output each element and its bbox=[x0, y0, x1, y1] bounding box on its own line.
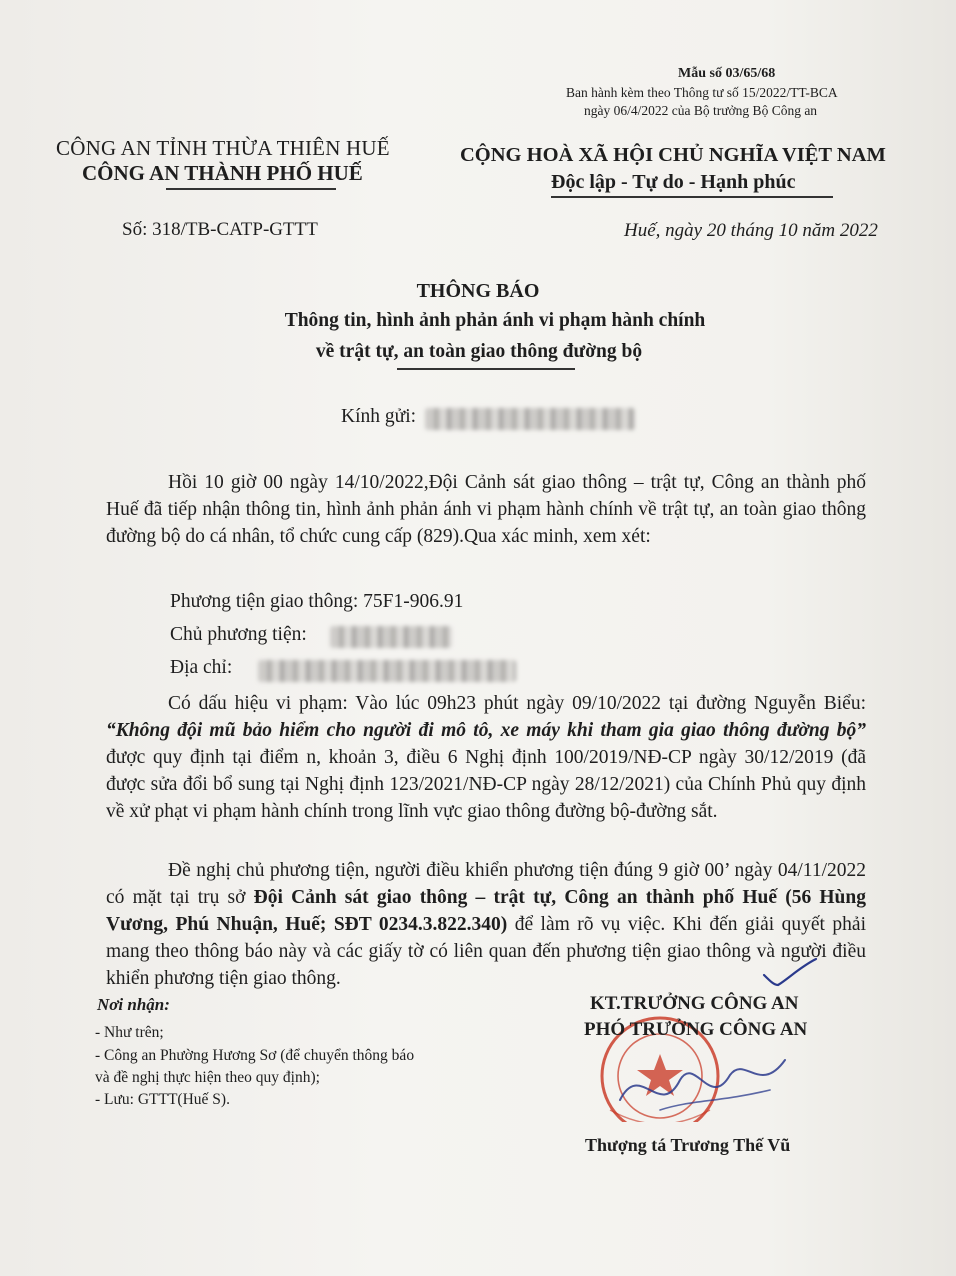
request-paragraph bbox=[106, 857, 866, 992]
document-subtitle-2: về trật tự, an toàn giao thông đường bộ bbox=[315, 341, 643, 362]
request-intro: Đề nghị chủ phương tiện, người điều khiển phương tiện đúng 9 giờ 00’ ngày 04/11/2022 có mặt tại trụ sở bbox=[106, 860, 866, 908]
violation-description: “Không đội mũ bảo hiểm cho người đi mô tô, xe máy khi tham gia giao thông đường bộ” bbox=[106, 720, 866, 741]
agency-parent: CÔNG AN TỈNH THỪA THIÊN HUẾ bbox=[56, 136, 390, 160]
subtitle-underline bbox=[397, 368, 575, 370]
national-title: CỘNG HOÀ XÃ HỘI CHỦ NGHĨA VIỆT NAM bbox=[460, 144, 886, 166]
national-motto: Độc lập - Tự do - Hạnh phúc bbox=[551, 171, 796, 193]
signer-name: Thượng tá Trương Thế Vũ bbox=[585, 1135, 791, 1155]
place-date: Huế, ngày 20 tháng 10 năm 2022 bbox=[624, 220, 878, 241]
agency-underline bbox=[166, 188, 336, 190]
document-number: Số: 318/TB-CATP-GTTT bbox=[122, 219, 318, 240]
request-office: Đội Cảnh sát giao thông – trật tự, Công an thành phố Huế (56 Hùng Vương, Phú Nhuận, Huế; SĐT 0234.3.822.340) bbox=[106, 887, 866, 935]
motto-underline bbox=[551, 196, 833, 198]
owner-label: Chủ phương tiện: bbox=[170, 624, 307, 645]
signer-title-1: KT.TRƯỞNG CÔNG AN bbox=[590, 993, 799, 1014]
handwritten-signature bbox=[600, 1040, 800, 1130]
signature-check-mark bbox=[760, 955, 820, 989]
form-issued-line-1: Ban hành kèm theo Thông tư số 15/2022/TT-BCA bbox=[566, 85, 838, 100]
form-issued-line-2: ngày 06/4/2022 của Bộ trưởng Bộ Công an bbox=[584, 103, 818, 118]
request-instructions: để làm rõ vụ việc. Khi đến giải quyết phải mang theo thông báo này và các giấy tờ có liên quan đến phương tiện giao thông và người điều khiển phương tiện giao thông. bbox=[106, 914, 866, 989]
recipients-heading: Nơi nhận: bbox=[97, 995, 170, 1014]
form-number: Mẫu số 03/65/68 bbox=[678, 66, 776, 81]
document-subtitle-1: Thông tin, hình ảnh phản ánh vi phạm hành chính bbox=[284, 310, 706, 331]
redacted-addressee bbox=[425, 408, 635, 430]
violation-paragraph bbox=[106, 690, 866, 825]
vehicle-line: Phương tiện giao thông: 75F1-906.91 bbox=[170, 591, 464, 612]
document-title: THÔNG BÁO bbox=[416, 280, 540, 302]
agency-name: CÔNG AN THÀNH PHỐ HUẾ bbox=[82, 161, 363, 185]
recipient-item: - Lưu: GTTT(Huế S). bbox=[95, 1091, 230, 1108]
violation-intro: Có dấu hiệu vi phạm: Vào lúc 09h23 phút ngày 09/10/2022 tại đường Nguyễn Biểu: bbox=[168, 693, 866, 714]
violation-legal-basis: được quy định tại điểm n, khoản 3, điều 6 Nghị định 100/2019/NĐ-CP ngày 30/12/2019 (đã được sửa đổi bổ sung tại Nghị định 123/2021/NĐ-CP ngày 28/12/2021) của Chính Phủ quy định về xử phạt vi phạm hành chính trong lĩnh vực giao thông đường bộ-đường sắt. bbox=[106, 747, 866, 822]
recipient-item: - Công an Phường Hương Sơ (để chuyển thông báo bbox=[95, 1047, 415, 1064]
intro-paragraph: Hồi 10 giờ 00 ngày 14/10/2022,Đội Cảnh sát giao thông – trật tự, Công an thành phố Huế đã tiếp nhận thông tin, hình ảnh phản ánh vi phạm hành chính về trật tự, an toàn giao thông đường bộ do cá nhân, tổ chức cung cấp (829).Qua xác minh, xem xét: bbox=[106, 472, 866, 547]
recipient-item: và đề nghị thực hiện theo quy định); bbox=[95, 1069, 320, 1086]
redacted-owner bbox=[330, 626, 452, 648]
recipient-item: - Như trên; bbox=[95, 1024, 164, 1041]
redacted-address bbox=[258, 660, 516, 682]
signer-title-2: PHÓ TRƯỞNG CÔNG AN bbox=[584, 1019, 808, 1040]
addressee-label: Kính gửi: bbox=[341, 406, 417, 427]
address-label: Địa chỉ: bbox=[170, 657, 233, 678]
